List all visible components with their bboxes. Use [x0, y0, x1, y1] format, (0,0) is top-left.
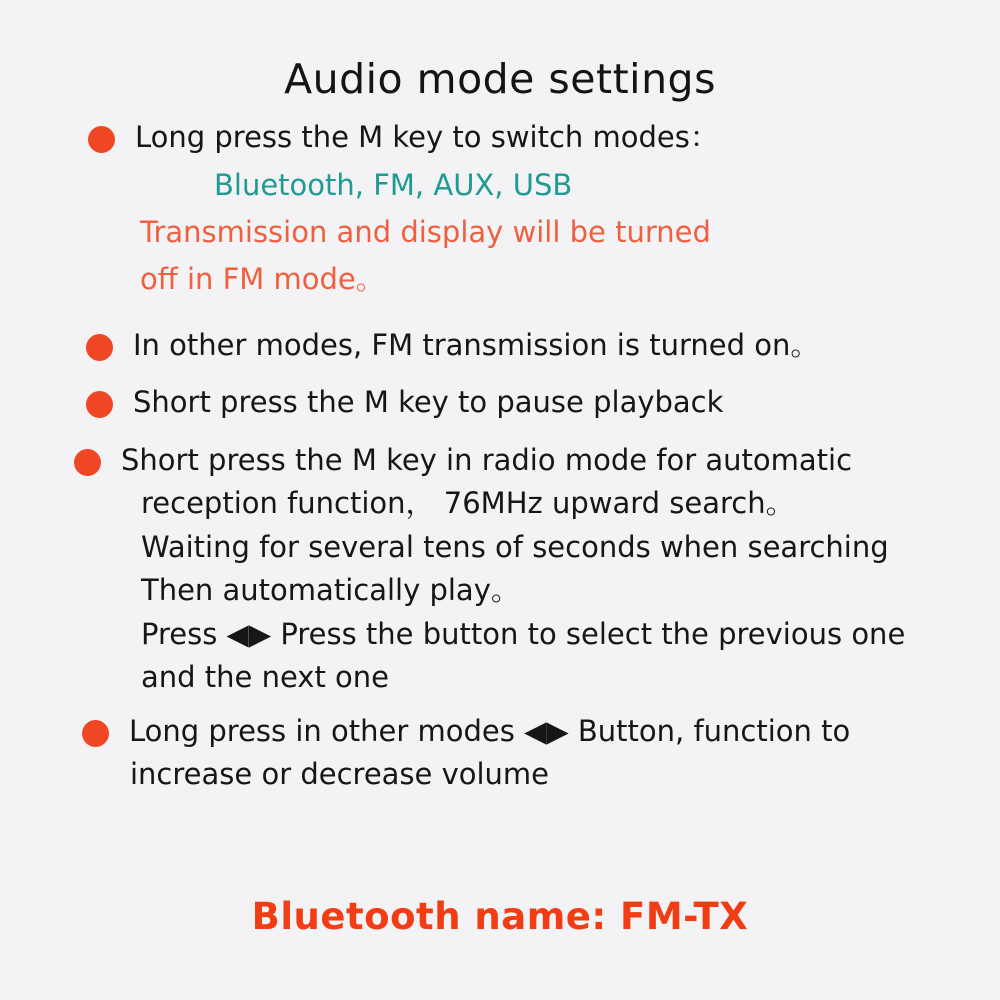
bluetooth-name-label: Bluetooth name: FM-TX — [251, 895, 749, 938]
list-item-text-line6: and the next one — [141, 660, 390, 695]
list-item-text-line5: Press ◀▶ Press the button to select the previous one — [141, 616, 906, 651]
bullet-dot-icon — [86, 391, 113, 418]
list-item-text-line4: Then automatically play。 — [141, 573, 520, 608]
list-item — [60, 324, 940, 368]
warning-line-1: Transmission and display will be turned — [140, 214, 711, 249]
list-item — [60, 116, 940, 160]
list-item — [60, 381, 940, 425]
bullet-dot-icon — [74, 449, 101, 476]
bullet-dot-icon — [82, 720, 109, 747]
bullet-dot-icon — [86, 334, 113, 361]
bullet-dot-icon — [88, 126, 115, 153]
list-item-text: Short press the M key to pause playback — [133, 385, 724, 420]
list-item-text-line3: Waiting for several tens of seconds when searching — [141, 529, 889, 564]
page-title: Audio mode settings — [284, 55, 716, 103]
list-item-text: Long press the M key to switch modes： — [135, 120, 719, 155]
list-item-text-line2: reception function， 76MHz upward search。 — [141, 486, 795, 521]
list-item-text: In other modes, FM transmission is turned on。 — [133, 327, 820, 362]
mode-options-text: Bluetooth, FM, AUX, USB — [214, 167, 573, 202]
list-item — [60, 439, 940, 483]
list-item-text: Short press the M key in radio mode for automatic — [121, 442, 853, 477]
list-item — [60, 710, 940, 754]
warning-line-2: off in FM mode。 — [140, 262, 385, 297]
list-item-text: Long press in other modes ◀▶ Button, function to — [129, 713, 851, 748]
list-item-text-line2: increase or decrease volume — [130, 757, 550, 792]
